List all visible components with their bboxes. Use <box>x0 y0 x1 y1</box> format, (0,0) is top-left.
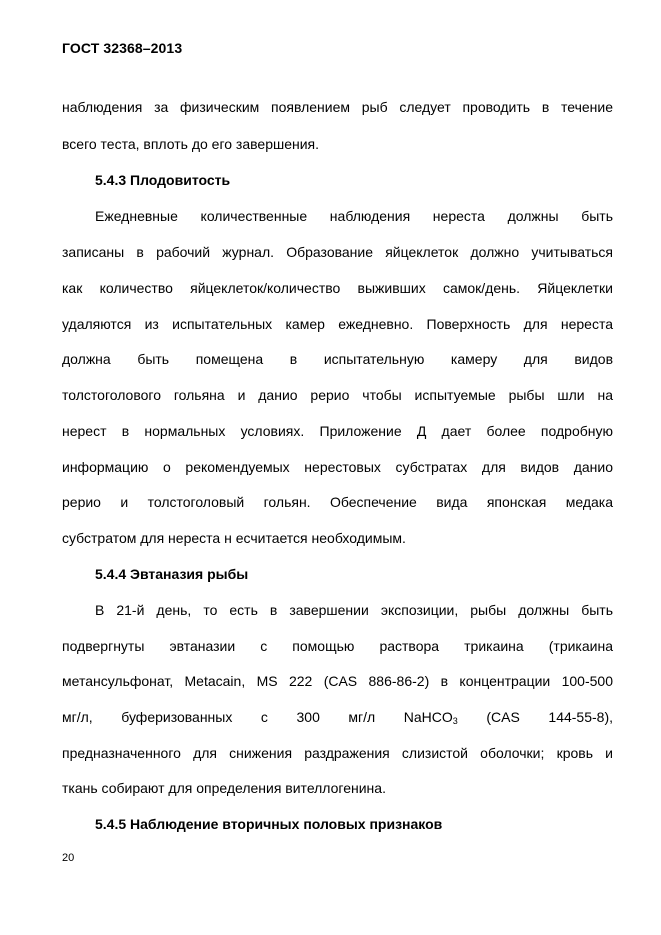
paragraph-line: удаляются из испытательных камер ежедневно. Поверхность для нереста <box>62 316 613 332</box>
paragraph-line: информацию о рекомендуемых нерестовых субстратах для видов данио <box>62 459 613 475</box>
paragraph-line-with-formula <box>62 709 613 725</box>
paragraph-line: толстоголового гольяна и данио рерио чтобы испытуемые рыбы шли на <box>62 387 613 403</box>
paragraph-line: нерест в нормальных условиях. Приложение Д дает более подробную <box>62 423 613 439</box>
paragraph-line: предназначенного для снижения раздражения слизистой оболочки; кровь и <box>62 745 613 761</box>
paragraph-line: записаны в рабочий журнал. Образование яйцеклеток должно учитываться <box>62 244 613 260</box>
paragraph-line: как количество яйцеклеток/количество выживших самок/день. Яйцеклетки <box>62 280 613 296</box>
paragraph-line: ткань собирают для определения вителлогенина. <box>62 780 386 796</box>
section-heading-5-4-3: 5.4.3 Плодовитость <box>95 172 231 188</box>
paragraph-line: рерио и толстоголовый гольян. Обеспечение вида японская медака <box>62 494 613 510</box>
section-heading-5-4-4: 5.4.4 Эвтаназия рыбы <box>95 566 249 582</box>
paragraph-line: метансульфонат, Metacain, MS 222 (CAS 886-86-2) в концентрации 100-500 <box>62 673 613 689</box>
paragraph-line: субстратом для нереста н есчитается необходимым. <box>62 530 406 546</box>
subscript-3: 3 <box>452 716 458 726</box>
document-header: ГОСТ 32368–2013 <box>62 40 183 56</box>
paragraph-line: наблюдения за физическим появлением рыб следует проводить в течение <box>62 99 613 115</box>
paragraph-line: всего теста, вплоть до его завершения. <box>62 136 320 152</box>
cas-number: (CAS 144-55-8), <box>457 709 613 725</box>
section-heading-5-4-5: 5.4.5 Наблюдение вторичных половых признаков <box>95 816 443 832</box>
paragraph-line: подвергнуты эвтаназии с помощью раствора трикаина (трикаина <box>62 638 613 654</box>
paragraph-line: должна быть помещена в испытательную камеру для видов <box>62 351 613 367</box>
formula-text: мг/л, буферизованных с 300 мг/л NaHCO <box>62 709 453 725</box>
paragraph-line: Ежедневные количественные наблюдения нереста должны быть <box>95 208 613 224</box>
paragraph-line: В 21-й день, то есть в завершении экспозиции, рыбы должны быть <box>95 602 613 618</box>
page-number: 20 <box>62 852 75 864</box>
